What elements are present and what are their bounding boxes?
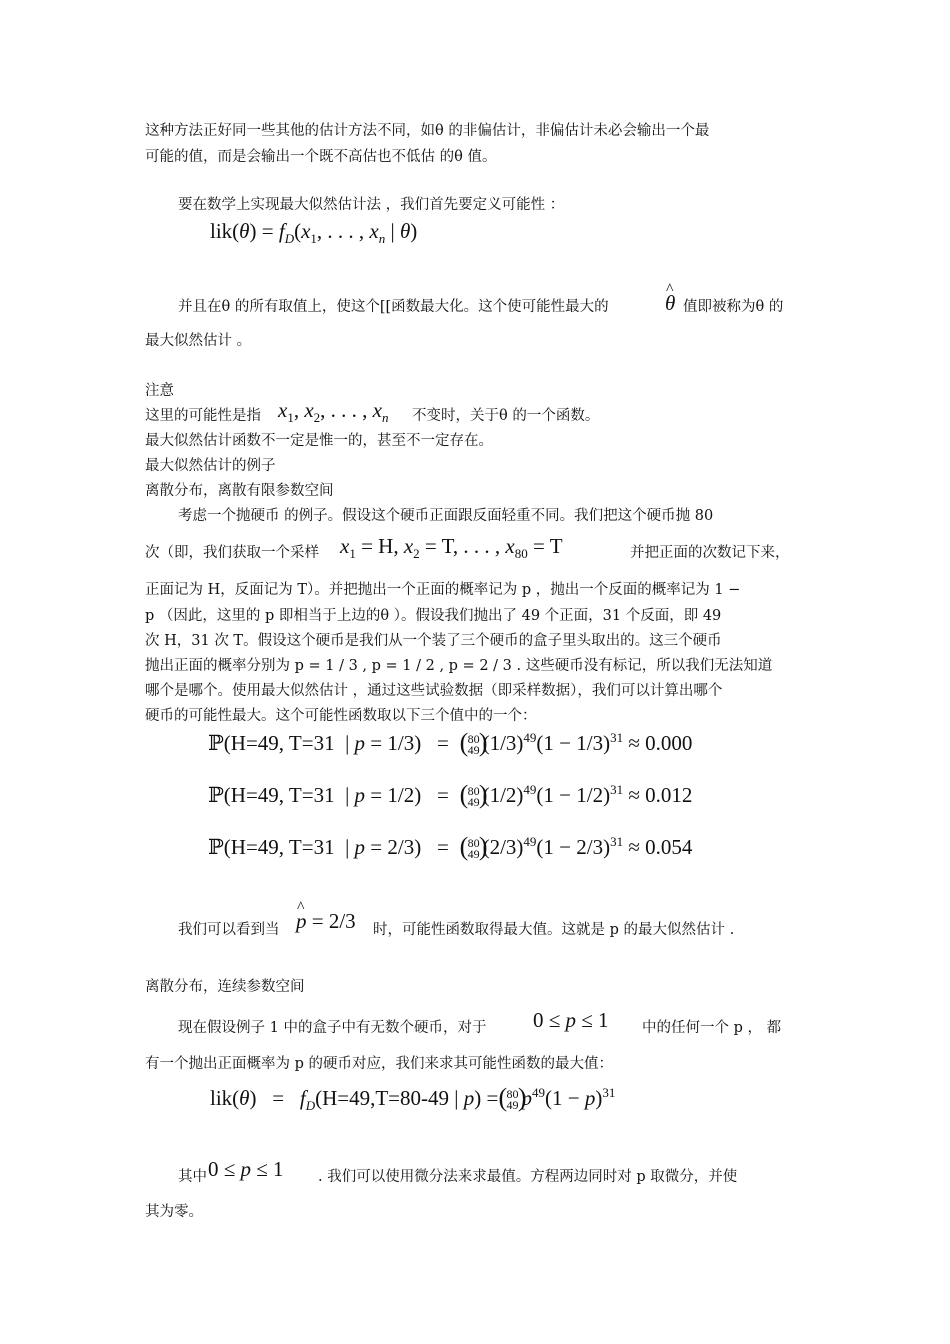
prob-3-p: 2/3 xyxy=(387,835,415,859)
prob-1-p: 1/3 xyxy=(387,731,415,755)
intro-line-2: 可能的值，而是会输出一个既不高估也不低估 的θ 值。 xyxy=(145,149,497,165)
coin-line-2a: 次（即，我们获取一个采样 xyxy=(145,545,319,561)
prob-1-base-b: 1/3 xyxy=(576,731,604,755)
continuous-line-1b: 中的任何一个 p ， 都 xyxy=(642,1020,782,1036)
continuous-line-2: 有一个抛出正面概率为 p 的硬币对应，我们来求其可能性函数的最大值： xyxy=(145,1056,613,1072)
maximize-line-2: 最大似然估计 。 xyxy=(145,333,252,349)
sub-heading-continuous: 离散分布，连续参数空间 xyxy=(145,979,305,995)
maximize-line-1b: 值即被称为θ 的 xyxy=(683,299,784,315)
final-a: 其中 xyxy=(178,1169,207,1185)
p-range-formula-1: 0 ≤ p ≤ 1 xyxy=(533,1008,609,1032)
prob-1-result: 0.000 xyxy=(645,731,693,755)
continuous-likelihood-formula: $lik(\theta) = f_D(H=49,T=80-49$ | p) = ( 80 49 ) $p^{49}(1 - p)^{31}$ xyxy=(210,1080,615,1119)
maximize-line-1a: 并且在θ 的所有取值上，使这个[[函数最大化。这个使可能性最大的 xyxy=(178,299,609,315)
coin-line-4: p （因此，这里的 p 即相当于上边的θ ）。假设我们抛出了 49 个正面，31 个反面，即 49 xyxy=(145,608,722,624)
prob-equation-1: ℙ(H=49, T=31 | p = 1/3) = ( 80 49 ) $(1/3)^{49}(1 - 1/3)^{31} \approx 0.000$ xyxy=(208,725,692,756)
prob-3-result: 0.054 xyxy=(645,835,693,859)
likelihood-formula: $lik(\theta) = f_D(x_1$, . . . , $x_n$ | θ) xyxy=(210,219,418,247)
note-line-2: 最大似然估计函数不一定是惟一的，甚至不一定存在。 xyxy=(145,433,493,449)
coin-line-7: 哪个是哪个。使用最大似然估计 ，通过这些试验数据（即采样数据），我们可以计算出哪个 xyxy=(145,683,723,699)
coin-line-3: 正面记为 H，反面记为 T）。并把抛出一个正面的概率记为 p ，抛出一个反面的概率记为 1 − xyxy=(145,582,741,598)
conclusion-b: 时，可能性函数取得最大值。这就是 p 的最大似然估计 . xyxy=(373,922,735,938)
final-b: . 我们可以使用微分法来求最值。方程两边同时对 p 取微分，并使 xyxy=(318,1169,738,1185)
note-line-1a: 这里的可能性是指 xyxy=(145,408,261,424)
coin-line-1: 考虑一个抛硬币 的例子。假设这个硬币正面跟反面轻重不同。我们把这个硬币抛 80 xyxy=(178,508,714,524)
prob-2-result: 0.012 xyxy=(645,783,693,807)
coin-line-2b: 并把正面的次数记下来， xyxy=(630,545,790,561)
prob-2-base-a: 1/2 xyxy=(489,783,517,807)
sub-heading-discrete: 离散分布，离散有限参数空间 xyxy=(145,483,334,499)
theta-hat-symbol: ^ θ xyxy=(665,290,675,316)
example-heading: 最大似然估计的例子 xyxy=(145,458,276,474)
sample-formula: $x_1 = H$, $x_2 = T$, . . . , $x_{80} = T$ xyxy=(340,534,563,562)
prob-2-p: 1/2 xyxy=(387,783,415,807)
prob-3-base-b: 2/3 xyxy=(576,835,604,859)
intro-line-1: 这种方法正好同一些其他的估计方法不同，如θ 的非偏估计，非偏估计未必会输出一个最 xyxy=(145,123,710,139)
p-hat-formula: ^ p = 2/3 xyxy=(296,908,356,934)
prob-1-base-a: 1/3 xyxy=(489,731,517,755)
continuous-line-1a: 现在假设例子 1 中的盒子中有无数个硬币，对于 xyxy=(178,1020,487,1036)
prob-equation-3: ℙ(H=49, T=31 | p = 2/3) = ( 80 49 ) $(2/3)^{49}(1 - 2/3)^{31} \approx 0.054$ xyxy=(208,829,692,860)
final-c: 其为零。 xyxy=(145,1204,203,1220)
sample-vars-formula: $x_1$, $x_2$, . . . , $x_n$ xyxy=(278,398,389,426)
note-line-1b: 不变时，关于θ 的一个函数。 xyxy=(412,408,600,424)
prob-3-base-a: 2/3 xyxy=(489,835,517,859)
coin-line-5: 次 H，31 次 T。假设这个硬币是我们从一个装了三个硬币的盒子里头取出的。这三个硬币 xyxy=(145,633,722,649)
note-heading: 注意 xyxy=(145,383,174,399)
definition-lead: 要在数学上实现最大似然估计法 ，我们首先要定义可能性 ： xyxy=(178,197,565,213)
prob-2-base-b: 1/2 xyxy=(576,783,604,807)
conclusion-a: 我们可以看到当 xyxy=(178,922,280,938)
coin-line-6: 抛出正面的概率分别为 p = 1 / 3 , p = 1 / 2 , p = 2 / 3 . 这些硬币没有标记，所以我们无法知道 xyxy=(145,658,773,674)
coin-line-8: 硬币的可能性最大。这个可能性函数取以下三个值中的一个： xyxy=(145,708,537,724)
p-range-formula-2: 0 ≤ p ≤ 1 xyxy=(208,1157,284,1181)
prob-equation-2: ℙ(H=49, T=31 | p = 1/2) = ( 80 49 ) $(1/2)^{49}(1 - 1/2)^{31} \approx 0.012$ xyxy=(208,777,692,808)
